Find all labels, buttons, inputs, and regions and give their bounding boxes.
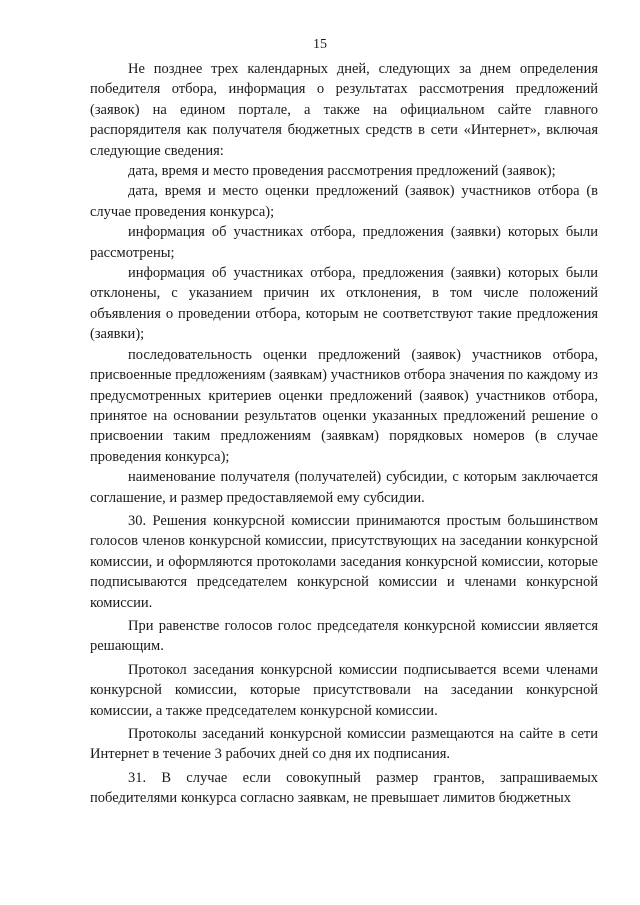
- paragraph-item: наименование получателя (получателей) субсидии, с которым заключается соглашение, и размер предоставляемой ему субсидии.: [90, 469, 598, 506]
- paragraph-item: последовательность оценки предложений (заявок) участников отбора, присвоенные предложениям (заявкам) участников отбора значения по каждому из предусмотренных критериев оценки предложений (заявок) участников отбора, принятое на основании результатов оценки указанных предложений решение о присвоении таким предложениям (заявкам) порядковых номеров (в случае проведения конкурса);: [90, 346, 598, 465]
- paragraph: При равенстве голосов голос председателя конкурсной комиссии является решающим.: [90, 617, 598, 655]
- paragraph-item: дата, время и место оценки предложений (заявок) участников отбора (в случае проведения конкурса);: [90, 183, 598, 220]
- paragraph: Протоколы заседаний конкурсной комиссии размещаются на сайте в сети Интернет в течение 3 рабочих дней со дня их подписания.: [90, 726, 598, 763]
- document-body: [90, 59, 598, 809]
- paragraph-intro: Не позднее трех календарных дней, следующих за днем определения победителя отбора, информация о результатах рассмотрения предложений (заявок) на едином портале, а также на официальном сайте главного распорядителя как получателя бюджетных средств в сети «Интернет», включая следующие сведения:: [90, 61, 598, 159]
- paragraph: Протокол заседания конкурсной комиссии подписывается всеми членами конкурсной комиссии, которые присутствовали на заседании конкурсной комиссии, а также председателем конкурсной комиссии.: [90, 661, 598, 719]
- paragraph-item: дата, время и место проведения рассмотрения предложений (заявок);: [128, 163, 556, 180]
- paragraph-clause-30: 30. Решения конкурсной комиссии принимаются простым большинством голосов членов конкурсной комиссии, присутствующих на заседании конкурсной комиссии, и оформляются протоколами заседания конкурсной комиссии, которые подписываются председателем конкурсной комиссии и членами конкурсной комиссии.: [90, 512, 598, 611]
- page-number: 15: [313, 37, 327, 52]
- paragraph-item: информация об участниках отбора, предложения (заявки) которых были рассмотрены;: [90, 224, 598, 261]
- paragraph-item: информация об участниках отбора, предложения (заявки) которых были отклонены, с указанием причин их отклонения, в том числе положений объявления о проведении отбора, которым не соответствуют такие предложения (заявки);: [90, 265, 598, 343]
- paragraph-clause-31: 31. В случае если совокупный размер грантов, запрашиваемых победителями конкурса согласно заявкам, не превышает лимитов бюджетных: [90, 769, 598, 807]
